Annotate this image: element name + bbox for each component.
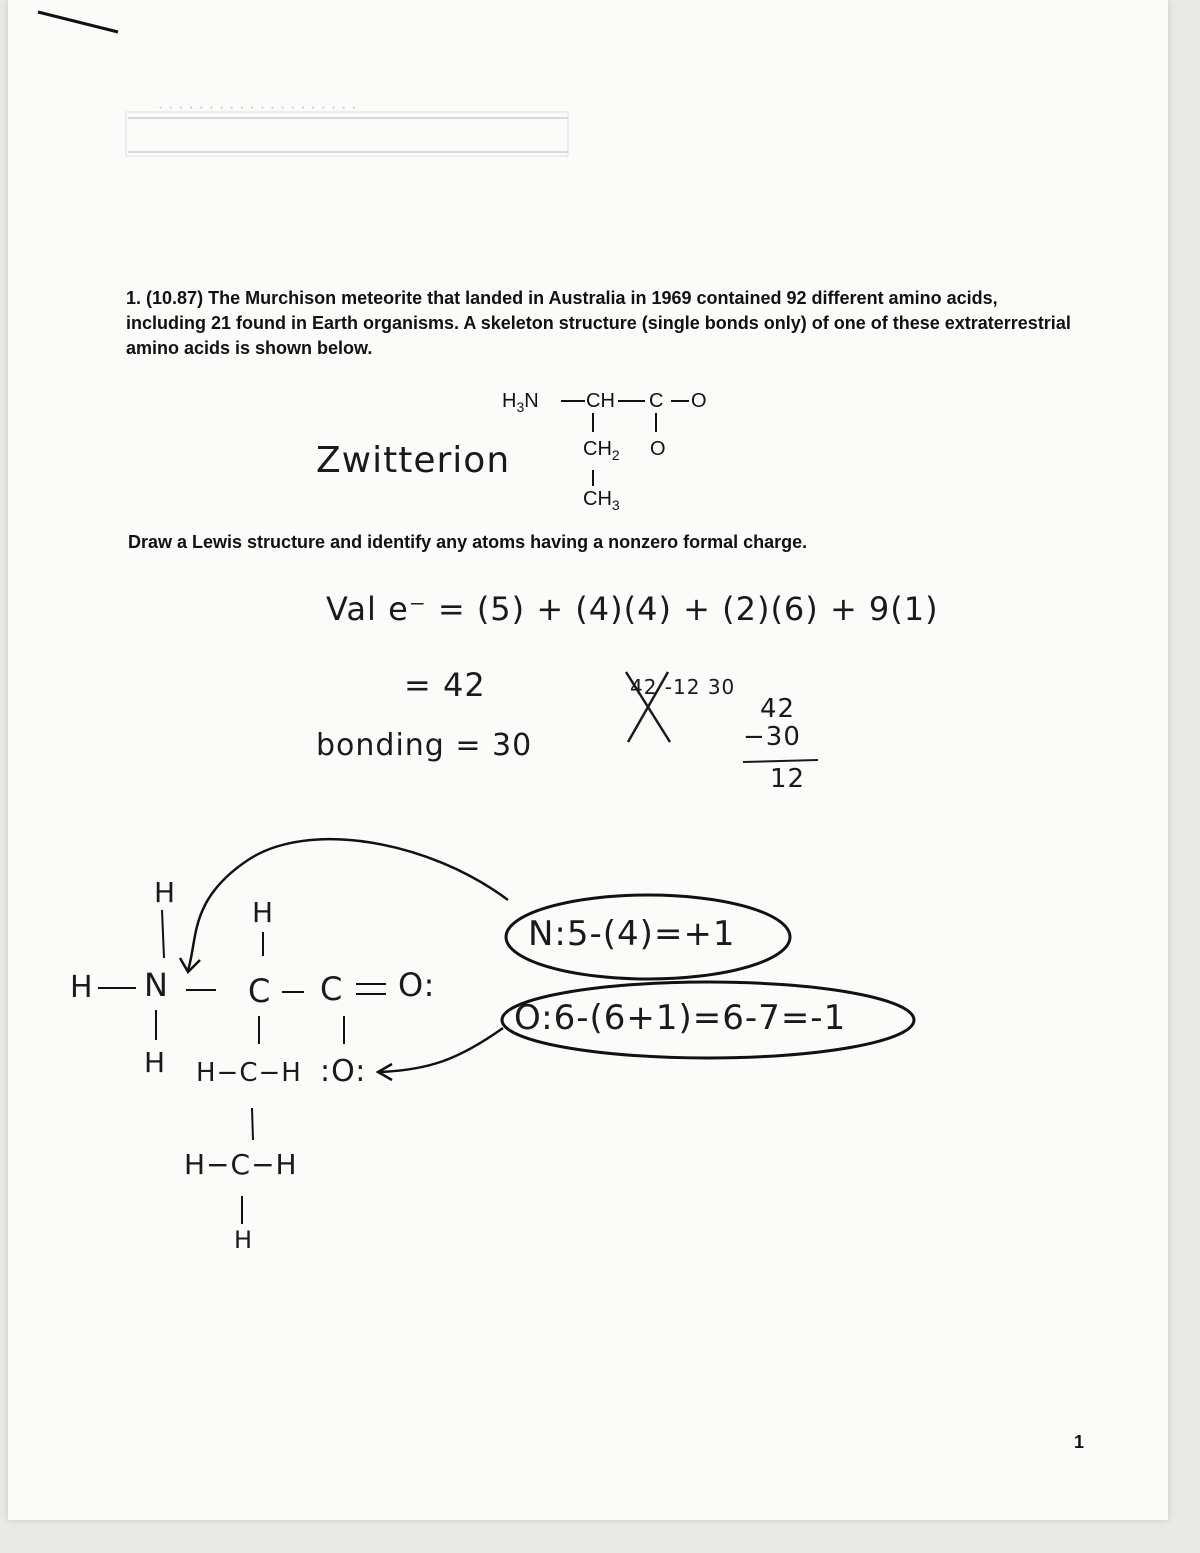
bonding-electrons: bonding = 30 [316, 728, 533, 763]
lewis-nitrogen: N [144, 966, 169, 1004]
lewis-bond [162, 910, 164, 958]
question-text [126, 286, 1076, 361]
subtraction-middle: −30 [743, 722, 801, 752]
worksheet-page [8, 0, 1168, 1520]
skeleton-o-down: O [650, 438, 666, 460]
subtraction-line [743, 760, 818, 762]
valence-total: = 42 [404, 666, 486, 704]
skeleton-o-right: O [691, 390, 707, 412]
lewis-single-bond-oxygen: :O: [320, 1054, 367, 1089]
question-body: The Murchison meteorite that landed in Australia in 1969 contained 92 different amino acids, including 21 found in Earth organisms. A skeleton structure (single bonds only) of one of these extraterrestrial amino acids is shown below. [126, 288, 1071, 358]
lewis-double-bond-oxygen: O: [398, 966, 436, 1004]
lewis-ch2-row: H−C−H [196, 1058, 302, 1088]
subtraction-result: 12 [770, 764, 806, 794]
arrow-to-nitrogen [188, 839, 508, 970]
page-markings [8, 0, 1168, 1520]
instruction-text: Draw a Lewis structure and identify any atoms having a nonzero formal charge. [128, 532, 808, 552]
lewis-h-left: H [70, 970, 94, 1005]
skeleton-ch3: $CH_3$ [583, 488, 620, 513]
arrow-to-oxygen [380, 1028, 503, 1072]
skeleton-ch2: $CH_2$ [583, 438, 620, 463]
lewis-alpha-carbon: C [248, 972, 272, 1010]
crossed-out-work: 42 -12 30 [630, 675, 736, 699]
lewis-ch3-row: H−C−H [184, 1148, 298, 1181]
n-formal-charge: N:5-(4)=+1 [528, 914, 736, 954]
skeleton-h3n: $H_3N$ [502, 390, 539, 415]
lewis-carboxyl-carbon: C [320, 970, 344, 1008]
question-ref: (10.87) [146, 288, 204, 308]
question-number: 1. [126, 288, 142, 308]
lewis-h-above-c: H [252, 896, 275, 929]
o-formal-charge: O:6-(6+1)=6-7=-1 [514, 998, 847, 1038]
zwitterion-note: Zwitterion [316, 440, 511, 481]
lewis-h-below-n: H [144, 1046, 167, 1079]
page-number: 1 [1074, 1432, 1085, 1452]
skeleton-c: C [649, 390, 664, 412]
bleed-through-text: · · · · · · · · · · · · · · · · · · · · [158, 98, 357, 117]
subtraction-top: 42 [760, 694, 796, 724]
lewis-h-above-n: H [154, 876, 177, 909]
lewis-h-bottom: H [234, 1226, 254, 1254]
valence-electron-equation: Val e⁻ = (5) + (4)(4) + (2)(6) + 9(1) [326, 590, 939, 628]
lewis-bond [252, 1108, 253, 1140]
skeleton-ch: CH [586, 390, 615, 412]
corner-pen-mark [38, 12, 118, 32]
